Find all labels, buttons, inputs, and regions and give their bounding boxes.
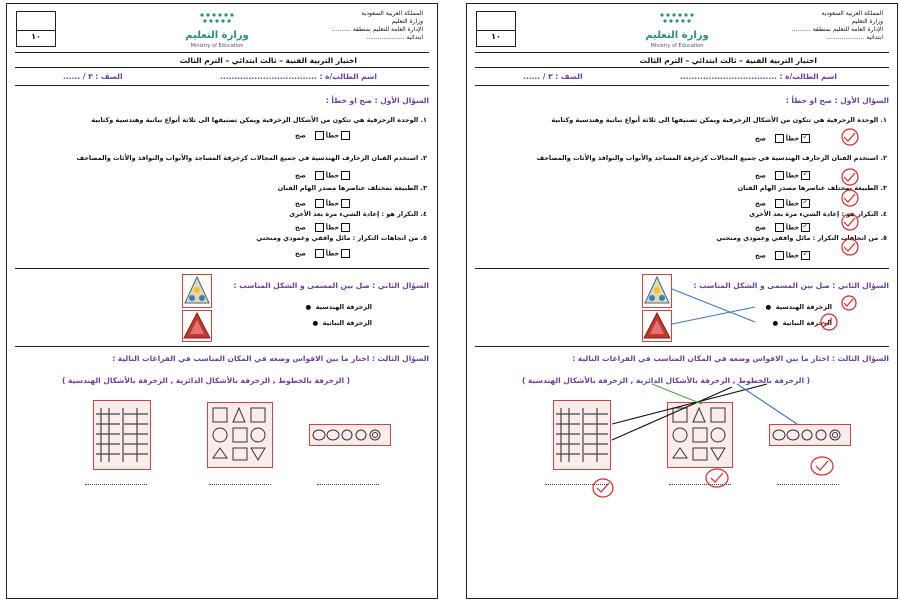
correct-mark-icon bbox=[811, 457, 833, 475]
q1-options-3: خطأ صح bbox=[295, 199, 352, 208]
logo-arabic: وزارة التعليم bbox=[185, 30, 249, 41]
tick-mark-icon bbox=[844, 133, 855, 141]
correct-mark-icon bbox=[706, 469, 728, 487]
q2-item-geometric: الزخرفة الهندسية ● bbox=[765, 303, 832, 311]
false-checkbox[interactable] bbox=[315, 131, 324, 140]
q2-title: السؤال الثاني : صل بين المسمى و الشكل المناسب : bbox=[233, 281, 429, 290]
q1-item-2: ٢. استخدم الفنان الزخارف الهندسية في جميع المجالات كزخرفة المساجد والأبواب والنوافذ والأثاث والمصاحف bbox=[536, 154, 887, 162]
q1-options-4: خطأ صح✓ bbox=[755, 223, 812, 232]
exam-page-graded bbox=[466, 3, 898, 599]
tick-mark-icon bbox=[844, 218, 855, 226]
logo-arabic: وزارة التعليم bbox=[645, 30, 709, 41]
q1-options-1: خطأ صح✓ bbox=[755, 134, 812, 143]
geometric-shapes-figure bbox=[207, 402, 273, 468]
header-country: المملكة العربية السعودية bbox=[361, 10, 423, 17]
match-line bbox=[612, 387, 732, 440]
tick-mark-icon bbox=[844, 173, 855, 181]
q1-options-1: خطأ صح bbox=[295, 131, 352, 140]
match-line bbox=[672, 307, 755, 324]
tick-mark-icon bbox=[844, 194, 855, 202]
student-name-field[interactable]: اسم الطالب/ة : .................................. bbox=[220, 72, 377, 81]
correct-mark-icon bbox=[593, 479, 613, 497]
grading-marks-overlay bbox=[467, 4, 897, 598]
q2-item-floral: الزخرفة النباتية ● bbox=[312, 319, 372, 327]
q1-item-5: ٥. من اتجاهات التكرار : مائل وافقي وعمودي ومنحني bbox=[256, 234, 427, 242]
grade-box bbox=[16, 11, 56, 47]
false-checkbox[interactable] bbox=[315, 171, 324, 180]
false-checkbox[interactable] bbox=[315, 223, 324, 232]
q2-item-floral: الزخرفة النباتية ● bbox=[772, 319, 832, 327]
true-checkbox[interactable] bbox=[341, 249, 350, 258]
false-checkbox[interactable] bbox=[315, 199, 324, 208]
q1-item-3: ٣. الطبيعة بمختلف عناصرها مصدر الهام الفنان bbox=[277, 184, 427, 192]
true-checkbox[interactable] bbox=[341, 223, 350, 232]
header-ministry: وزارة التعليم bbox=[391, 18, 423, 25]
q1-title: السؤال الأول : صح او خطأ : bbox=[325, 96, 429, 105]
header-country: المملكة العربية السعودية bbox=[821, 10, 883, 17]
grade-total: ١٠ bbox=[31, 32, 41, 41]
tick-mark-icon bbox=[844, 243, 855, 251]
logo-dots-icon bbox=[199, 12, 235, 26]
q1-title: السؤال الأول : صح او خطأ : bbox=[785, 96, 889, 105]
q1-item-4: ٤. التكرار هو : إعادة الشيء مرة بعد الأخرى bbox=[749, 210, 887, 218]
match-line bbox=[652, 384, 702, 404]
q2-item-geometric: الزخرفة الهندسية ● bbox=[305, 303, 372, 311]
header-department: الإدارة العامة للتعليم بمنطقة .......... bbox=[331, 26, 423, 33]
true-checkbox[interactable] bbox=[341, 199, 350, 208]
q1-options-3: خطأ صح✓ bbox=[755, 199, 812, 208]
q1-item-5: ٥. من اتجاهات التكرار : مائل وافقي وعمودي ومنحني bbox=[716, 234, 887, 242]
tick-mark-icon bbox=[816, 461, 828, 470]
q1-options-2: خطأ صح bbox=[295, 171, 352, 180]
tick-mark-icon bbox=[844, 299, 853, 306]
q1-options-5: خطأ صح bbox=[295, 249, 352, 258]
true-checkbox[interactable] bbox=[341, 171, 350, 180]
header-ministry: وزارة التعليم bbox=[851, 18, 883, 25]
exam-title: اختبار التربية الفنية – ثالث ابتدائي – الترم الثالث bbox=[179, 56, 357, 65]
q1-options-4: خطأ صح bbox=[295, 223, 352, 232]
tick-mark-icon bbox=[711, 473, 723, 482]
q1-item-1: ١. الوحدة الزخرفية هي تتكون من الأشكال الزخرفية ويمكن تصنيفها الى ثلاثة أنواع نباتية وهندسية وكتابية bbox=[91, 116, 427, 124]
true-checkbox[interactable] bbox=[341, 131, 350, 140]
q1-item-4: ٤. التكرار هو : إعادة الشيء مرة بعد الأخرى bbox=[289, 210, 427, 218]
q3-title: السؤال الثالث : اختار ما بين الاقواس وضعه في المكان المناسب في الفراغات التالية : bbox=[572, 354, 889, 363]
header-school: ابتدائية .................... bbox=[826, 34, 883, 41]
q3-choices: ( الزخرفة بالخطوط , الزخرفة بالأشكال الدائرية , الزخرفة بالأشكال الهندسية ) bbox=[522, 376, 811, 385]
header-department: الإدارة العامة للتعليم بمنطقة .......... bbox=[791, 26, 883, 33]
tick-mark-icon bbox=[823, 318, 832, 325]
q1-item-3: ٣. الطبيعة بمختلف عناصرها مصدر الهام الفنان bbox=[737, 184, 887, 192]
ministry-logo bbox=[172, 10, 262, 52]
logo-english: Ministry of Education bbox=[650, 43, 704, 49]
floral-motif-icon bbox=[182, 310, 212, 342]
q3-choices: ( الزخرفة بالخطوط , الزخرفة بالأشكال الدائرية , الزخرفة بالأشكال الهندسية ) bbox=[62, 376, 351, 385]
logo-english: Ministry of Education bbox=[190, 43, 244, 49]
match-line bbox=[612, 384, 767, 424]
false-checkbox[interactable] bbox=[315, 249, 324, 258]
match-line bbox=[737, 384, 797, 424]
exam-title: اختبار التربية الفنية – ثالث ابتدائي – الترم الثالث bbox=[639, 56, 817, 65]
class-field[interactable]: الصف : ٣ / ...... bbox=[63, 72, 123, 81]
school-header bbox=[298, 10, 423, 42]
circles-decoration-figure bbox=[309, 424, 391, 446]
q1-item-1: ١. الوحدة الزخرفية هي تتكون من الأشكال الزخرفية ويمكن تصنيفها الى ثلاثة أنواع نباتية وهندسية وكتابية bbox=[551, 116, 887, 124]
q2-title: السؤال الثاني : صل بين المسمى و الشكل المناسب : bbox=[693, 281, 889, 290]
grade-total: ١٠ bbox=[491, 32, 501, 41]
q3-title: السؤال الثالث : اختار ما بين الاقواس وضعه في المكان المناسب في الفراغات التالية : bbox=[112, 354, 429, 363]
tick-mark-icon bbox=[597, 483, 609, 492]
header-school: ابتدائية .................... bbox=[366, 34, 423, 41]
q1-options-2: خطأ صح✓ bbox=[755, 171, 812, 180]
student-name-field[interactable]: اسم الطالب/ة : .................................. bbox=[680, 72, 837, 81]
q1-item-2: ٢. استخدم الفنان الزخارف الهندسية في جميع المجالات كزخرفة المساجد والأبواب والنوافذ والأثاث والمصاحف bbox=[76, 154, 427, 162]
q1-options-5: خطأ صح✓ bbox=[755, 251, 812, 260]
lines-decoration-figure bbox=[93, 400, 151, 470]
class-field[interactable]: الصف : ٣ / ...... bbox=[523, 72, 583, 81]
match-line bbox=[672, 289, 755, 322]
exam-page-blank bbox=[6, 3, 438, 599]
geometric-motif-icon bbox=[182, 274, 212, 308]
